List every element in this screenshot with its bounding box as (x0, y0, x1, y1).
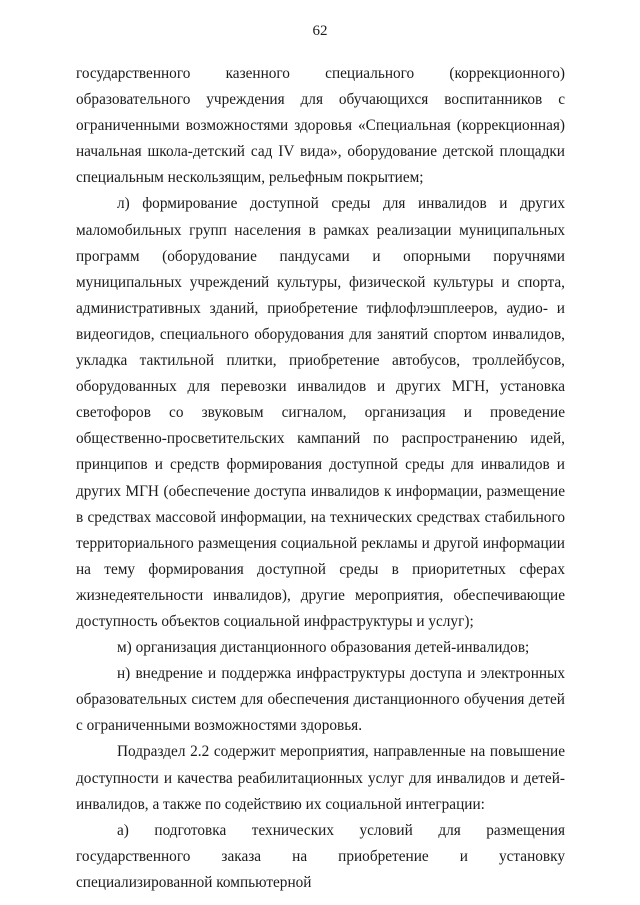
paragraph-item-m: м) организация дистанционного образования детей-инвалидов; (117, 639, 530, 657)
paragraph-item-a: а) подготовка технических условий для размещения государственного заказа на приобретение и установку специализированной компьютерной (76, 821, 565, 891)
paragraph-item-l: л) формирование доступной среды для инвалидов и других маломобильных групп населения в рамках реализации муниципальных программ (оборудование пандусами и опорными поручнями муниципальных учреждений культуры, физической культуры и спорта, административных зданий, приобретение тифлофлэшплееров, аудио- и видеогидов, специального оборудования для занятий спортом инвалидов, укладка тактильной плитки, приобретение автобусов, троллейбусов, оборудованных для перевозки инвалидов и других МГН, установка светофоров со звуковым сигналом, организация и проведение общественно-просветительских кампаний по распространению идей, принципов и средств формирования доступной среды для инвалидов и других МГН (обеспечение доступа инвалидов к информации, размещение в средствах массовой информации, на технических средствах стабильного территориального размещения социальной рекламы и другой информации на тему формирования доступной среды в приоритетных сферах жизнедеятельности инвалидов), другие мероприятия, обеспечивающие доступность объектов социальной инфраструктуры и услуг); (76, 195, 565, 630)
page-number: 62 (312, 23, 328, 39)
paragraph-item-n: н) внедрение и поддержка инфраструктуры доступа и электронных образовательных систем для обеспечения дистанционного обучения детей с ограниченными возможностями здоровья. (76, 665, 565, 735)
paragraph-continuation: государственного казенного специального (коррекционного) образовательного учреждения для обучающихся воспитанников с ограниченными возможностями здоровья «Специальная (коррекционная) начальная школа-детский сад IV вида», оборудование детской площадки специальным нескользящим, рельефным покрытием; (76, 65, 565, 187)
paragraph-subsection-2-2: Подраздел 2.2 содержит мероприятия, направленные на повышение доступности и качества реабилитационных услуг для инвалидов и детей-инвалидов, а также по содействию их социальной интеграции: (76, 743, 565, 813)
document-body (76, 61, 565, 896)
